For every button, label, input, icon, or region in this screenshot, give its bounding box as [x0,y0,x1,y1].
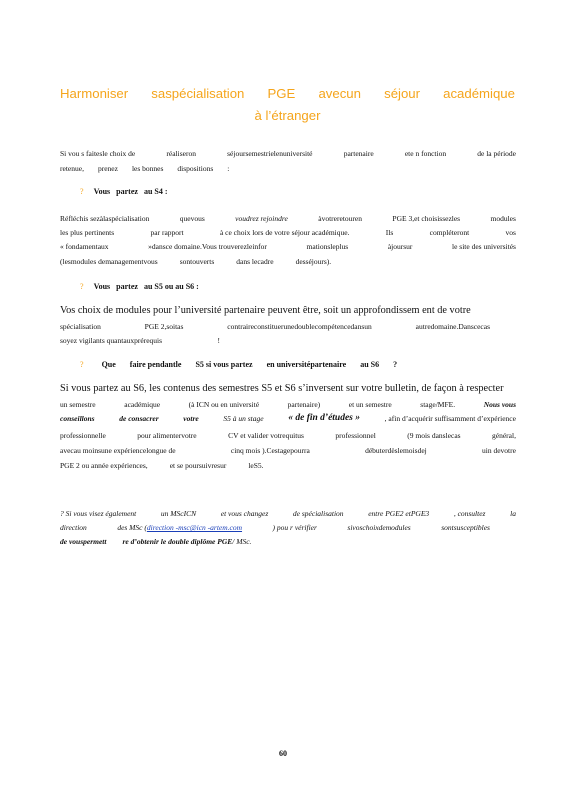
title-word: académique [443,86,515,101]
section-heading-s4: ? Vous partez au S4 : [80,187,168,196]
question-marker: ? [80,187,84,196]
question-marker: ? [80,360,84,369]
s5-line-1: Vos choix de modules pour l’université partenaire peuvent être, soit un approfondissem ent de votre [60,305,471,316]
note-line-1: ? Si vous visez également un MScICN et vous changez de spécialisation entre PGE2 etPGE3 , consultez la [60,509,516,518]
s4-line-1: Réfléchis sezàlaspécialisation quevous voudrez rejoindre àvotreretouren PGE 3,et choisissezles modules [60,214,516,223]
s4-line-2: les plus pertinents par rapport à ce choix lors de votre séjour académique. Ils compléteront vos [60,228,516,237]
title-word: séjour [384,86,421,101]
section-heading-s5: ? Vous partez au S5 ou au S6 : [80,282,199,291]
question-marker: ? [80,282,84,291]
intro-line-2: retenue, prenez les bonnes dispositions : [60,164,230,173]
s4-line-4: (lesmodules demanagementvous sontouverts dans lecadre desséjours). [60,257,332,266]
intro-line-1: Si vou s faitesle choix de réaliseron séjoursemestrielenuniversité partenaire ete n fonction de la période [60,149,516,158]
note-line-3: de vouspermett re d’obtenir le double diplôme PGE/ MSc. [60,537,252,546]
title-word: avecun [318,86,361,101]
s6-line-2: un semestre académique (à ICN ou en université partenaire) et un semestre stage/MFE. Nous vous [60,400,516,409]
s6-line-4: professionnelle pour alimentervotre CV et valider votrequitus professionnel (9 mois danslecas général, [60,431,516,440]
s6-line-6: PGE 2 ou année expériences, et se poursuivresur leS5. [60,461,264,470]
title-word: PGE [267,86,296,101]
s4-line-3: « fondamentaux »dansce domaine.Vous trouverezleinfor mationsleplus àjoursur le site des universités [60,242,516,251]
s6-line-5: avecau moinsune expériencelongue de cinq mois ).Cestagepourra débuterdèslemoisdej uin devotre [60,446,516,455]
page-title-line-2: à l’étranger [254,108,321,123]
section-heading-s6: ? Que faire pendantle S5 si vous partez en universitépartenaire au S6 ? [80,360,398,369]
s6-line-1: Si vous partez au S6, les contenus des semestres S5 et S6 s’inversent sur votre bulletin, de façon à respecter [60,383,504,394]
msc-email-link[interactable]: direction -msc@icn -artem.com [146,523,243,532]
s5-line-2: spécialisation PGE 2,soitas contraireconstituerunedoublecompétencedansun autredomaine.Danscecas [60,322,490,331]
note-line-2: direction des MSc (direction -msc@icn -artem.com ) pou r vérifier sivoschoixdemodules sontsusceptibles [60,523,490,532]
s6-line-3: conseillons de consacrer votre S5 à un stage « de fin d’études » , afin d’acquérir suffisamment d’expérience [60,413,516,423]
page-title-line-1 [60,86,515,101]
s5-line-3: soyez vigilants quantauxprérequis ! [60,336,220,345]
title-word: saspécialisation [151,86,245,101]
page-number: 60 [279,749,287,758]
title-word: Harmoniser [60,86,129,101]
